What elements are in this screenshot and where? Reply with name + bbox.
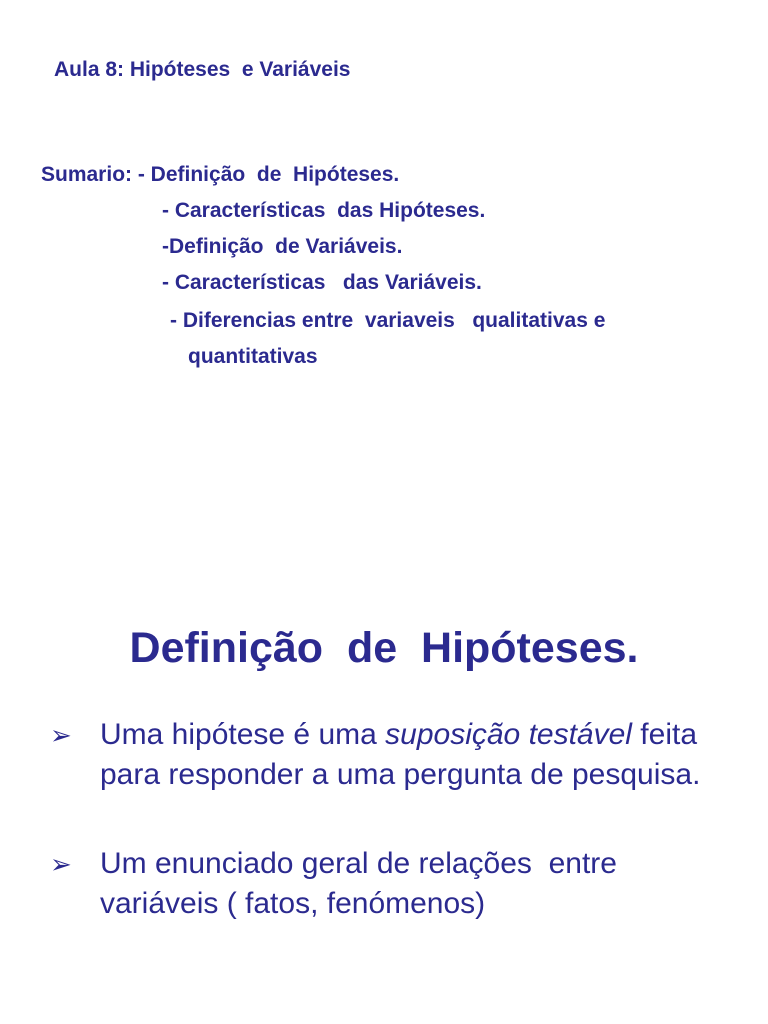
bullet-text-part: feita para responder a uma pergunta de pesquisa. [100, 718, 706, 791]
arrow-bullet-icon: ➢ [50, 720, 72, 750]
slide-hypothesis-definition [0, 540, 768, 1024]
summary-line-heading: Sumario: - Definição de Hipóteses. [41, 163, 400, 186]
arrow-bullet-icon: ➢ [50, 849, 72, 879]
bullet-text-part: Uma hipótese é uma [100, 718, 386, 751]
bullet-item [50, 715, 730, 795]
summary-line-item: - Características das Hipóteses. [162, 199, 486, 222]
section-title: Definição de Hipóteses. [129, 624, 639, 672]
bullet-emphasis: suposição testável [385, 718, 632, 751]
summary-line-item-continuation: quantitativas [188, 345, 318, 368]
bullet-text [100, 715, 730, 795]
lesson-title: Aula 8: Hipóteses e Variáveis [54, 58, 351, 81]
summary-line-item: - Diferencias entre variaveis qualitativas e [170, 309, 606, 332]
bullet-item [50, 844, 730, 924]
summary-line-item: -Definição de Variáveis. [162, 235, 403, 258]
summary-line-item: - Características das Variáveis. [162, 271, 482, 294]
bullet-text: Um enunciado geral de relações entre variáveis ( fatos, fenómenos) [100, 847, 626, 920]
